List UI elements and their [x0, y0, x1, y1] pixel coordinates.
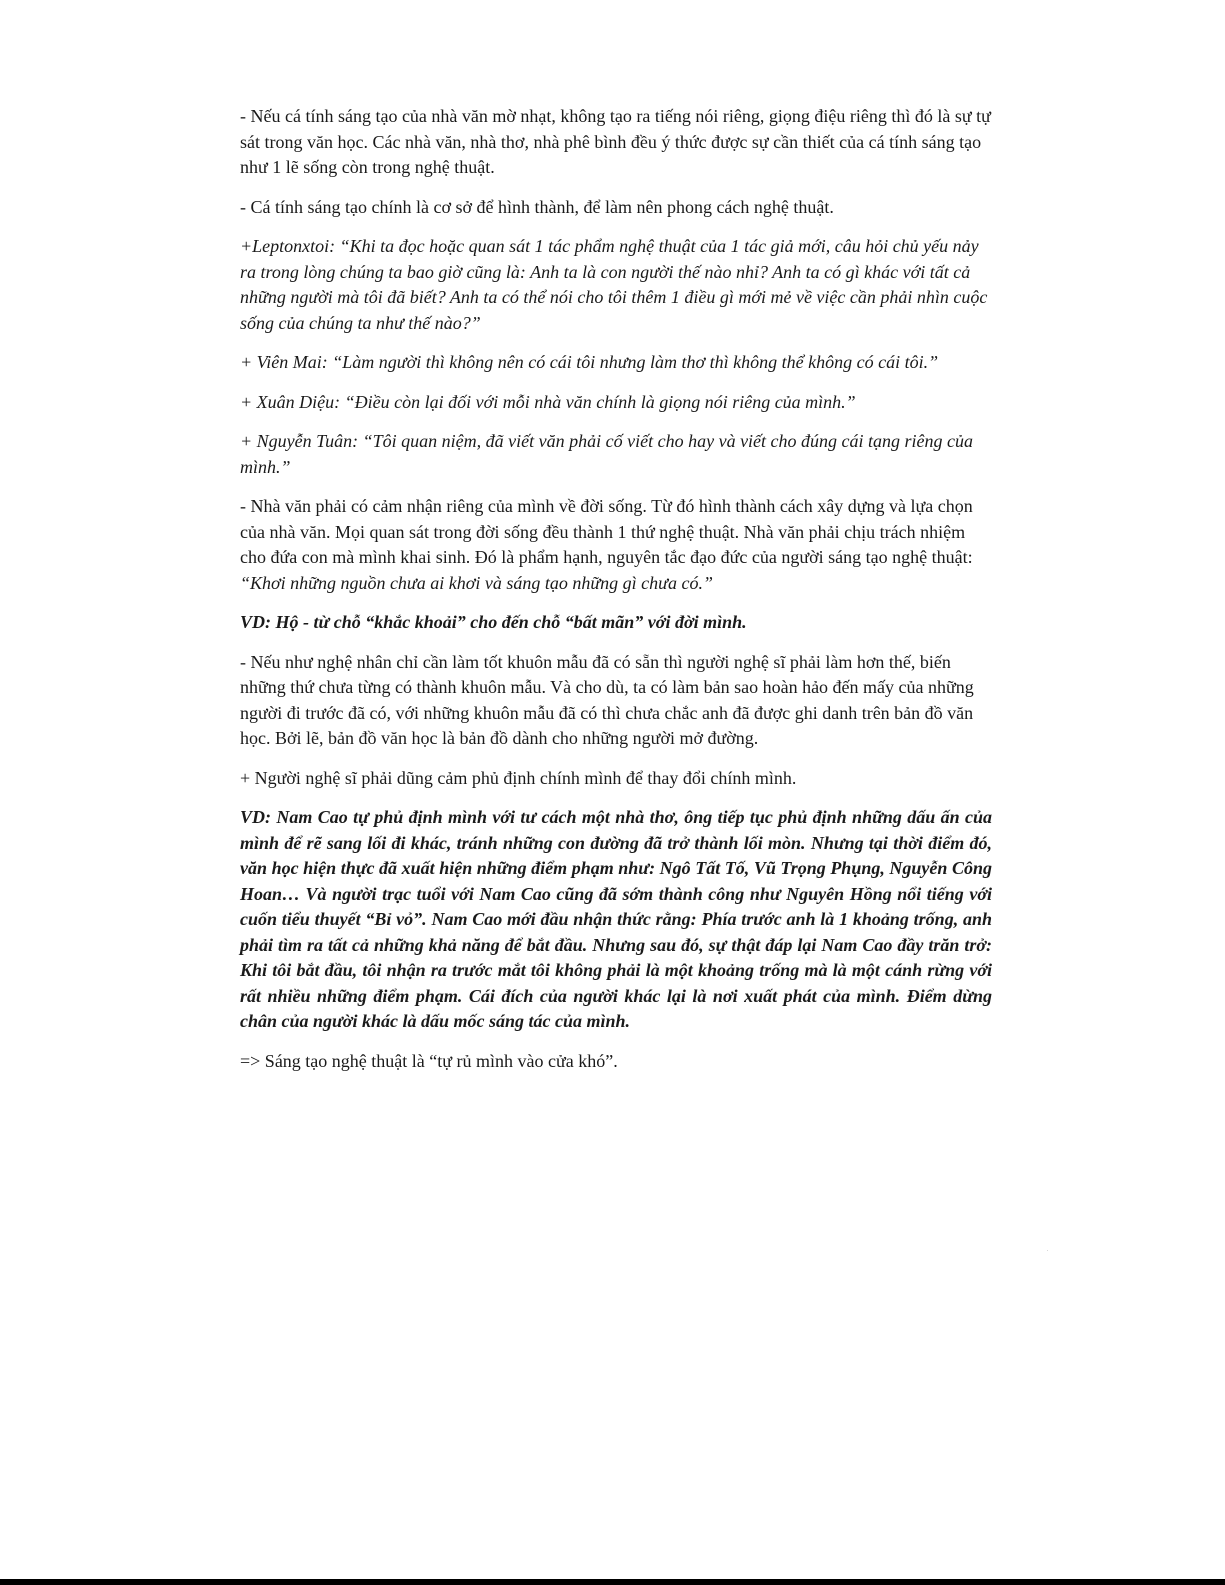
paragraph-writer-perception-quote: “Khơi những nguồn chưa ai khơi và sáng tạo những gì chưa có.” — [240, 572, 713, 593]
paragraph-writer-perception — [240, 494, 992, 596]
paragraph-writer-perception-text: - Nhà văn phải có cảm nhận riêng của mình về đời sống. Từ đó hình thành cách xây dựng và lựa chọn của nhà văn. Mọi quan sát trong đời sống đều thành 1 thứ nghệ thuật. Nhà văn phải chịu trách nhiệm cho đứa con mà mình khai sinh. Đó là phẩm hạnh, nguyên tắc đạo đức của người sáng tạo nghệ thuật: — [240, 496, 973, 567]
quote-vien-mai: + Viên Mai: “Làm người thì không nên có cái tôi nhưng làm thơ thì không thể không có cái tôi.” — [240, 352, 939, 372]
paragraph-self-negation: + Người nghệ sĩ phải dũng cảm phủ định chính mình để thay đổi chính mình. — [240, 767, 797, 788]
scan-bottom-edge — [0, 1579, 1225, 1585]
conclusion: => Sáng tạo nghệ thuật là “tự rủ mình vào cửa khó”. — [240, 1050, 618, 1071]
example-ho: VD: Hộ - từ chỗ “khắc khoải” cho đến chỗ “bất mãn” với đời mình. — [240, 612, 747, 632]
quote-xuan-dieu: + Xuân Diệu: “Điều còn lại đối với mỗi nhà văn chính là giọng nói riêng của mình.” — [240, 391, 856, 412]
document-body — [240, 104, 992, 1088]
quote-leptonxtoi: +Leptonxtoi: “Khi ta đọc hoặc quan sát 1 tác phẩm nghệ thuật của 1 tác giả mới, câu hỏi chủ yếu nảy ra trong lòng chúng ta bao giờ cũng là: Anh ta là con người thế nào nhỉ? Anh ta có gì khác với tất cả những người mà tôi đã biết? Anh ta có thể nói cho tôi thêm 1 điều gì mới mẻ về việc cần phải nhìn cuộc sống của chúng ta như thế nào?” — [240, 236, 988, 333]
example-nam-cao: VD: Nam Cao tự phủ định mình với tư cách một nhà thơ, ông tiếp tục phủ định những dấu ấn của mình để rẽ sang lối đi khác, tránh những con đường đã trở thành lối mòn. Nhưng tại thời điểm đó, văn học hiện thực đã xuất hiện những điểm phạm như: Ngô Tất Tố, Vũ Trọng Phụng, Nguyễn Công Hoan… Và người trạc tuổi với Nam Cao cũng đã sớm thành công như Nguyên Hồng nổi tiếng với cuốn tiểu thuyết “Bỉ vỏ”. Nam Cao mới đầu nhận thức rằng: Phía trước anh là 1 khoảng trống, anh phải tìm ra tất cả những khả năng để bắt đầu. Nhưng sau đó, sự thật đáp lại Nam Cao đầy trăn trở: Khi tôi bắt đầu, tôi nhận ra trước mắt tôi không phải là một khoảng trống mà là một cánh rừng với rất nhiều những điểm phạm. Cái đích của người khác lại là nơi xuất phát của mình. Điểm dừng chân của người khác là dấu mốc sáng tác của mình. — [240, 807, 992, 1031]
paragraph-style-basis: - Cá tính sáng tạo chính là cơ sở để hình thành, để làm nên phong cách nghệ thuật. — [240, 196, 834, 217]
scan-speck — [1047, 1250, 1048, 1251]
paragraph-artisan-vs-artist: - Nếu như nghệ nhân chỉ cần làm tốt khuôn mẫu đã có sẵn thì người nghệ sĩ phải làm hơn thế, biến những thứ chưa từng có thành khuôn mẫu. Và cho dù, ta có làm bản sao hoàn hảo đến mấy của những người đi trước đã có, với những khuôn mẫu đã có thì chưa chắc anh đã được ghi danh trên bản đồ văn học. Bởi lẽ, bản đồ văn học là bản đồ dành cho những người mở đường. — [240, 651, 974, 748]
quote-nguyen-tuan: + Nguyễn Tuân: “Tôi quan niệm, đã viết văn phải cố viết cho hay và viết cho đúng cái tạng riêng của mình.” — [240, 431, 974, 477]
paragraph-creative-personality: - Nếu cá tính sáng tạo của nhà văn mờ nhạt, không tạo ra tiếng nói riêng, giọng điệu riêng thì đó là sự tự sát trong văn học. Các nhà văn, nhà thơ, nhà phê bình đều ý thức được sự cần thiết của cá tính sáng tạo như 1 lẽ sống còn trong nghệ thuật. — [240, 106, 991, 177]
